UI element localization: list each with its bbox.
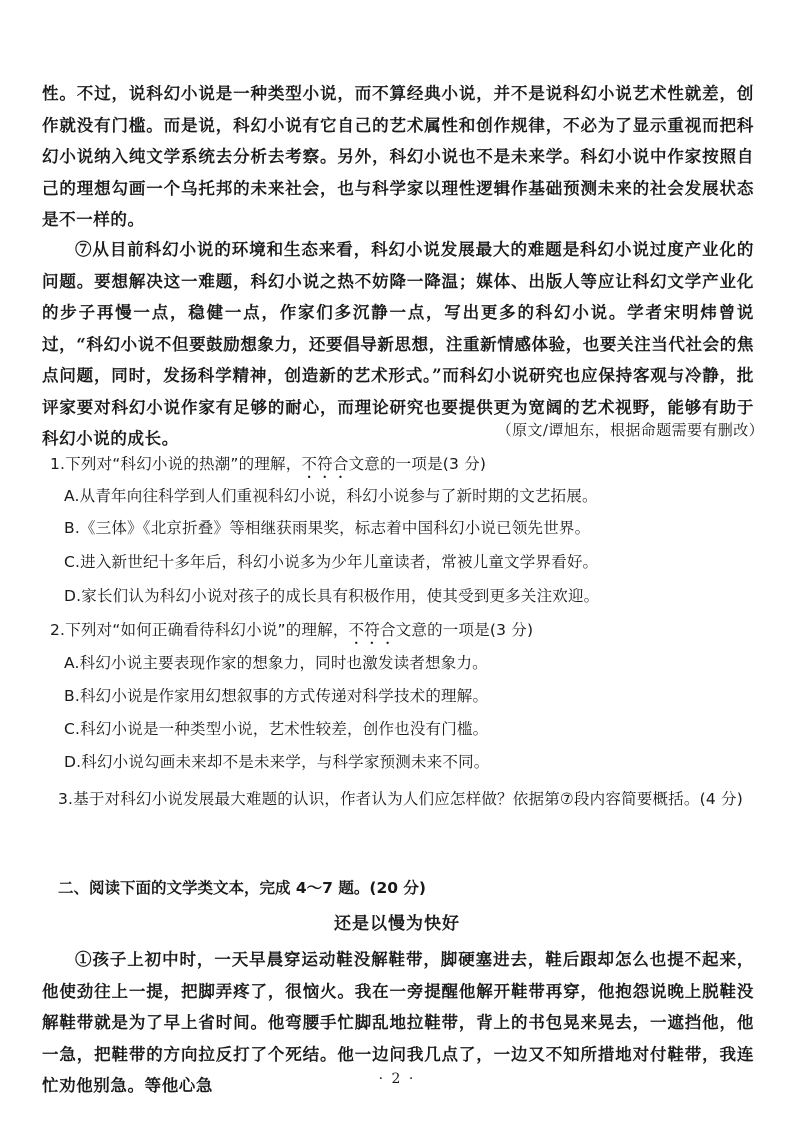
source-citation: （原文/谭旭东，根据命题需要有删改）	[496, 421, 764, 439]
question-1-stem-before: 1.下列对“科幻小说的热潮”的理解，	[50, 455, 302, 473]
question-2-option-a: A.科幻小说主要表现作家的想象力，同时也激发读者想象力。	[64, 654, 488, 672]
question-2-stem	[50, 618, 750, 648]
question-1-option-c: C.进入新世纪十多年后，科幻小说多为少年儿童读者，常被儿童文学界看好。	[64, 553, 599, 571]
paragraph-continued: 性。不过，说科幻小说是一种类型小说，而不算经典小说，并不是说科幻小说艺术性就差，创作就没有门槛。而是说，科幻小说有它自己的艺术属性和创作规律，不必为了显示重视而把科幻小说纳入纯文学系统去分析去考察。另外，科幻小说也不是未来学。科幻小说中作家按照自己的理想勾画一个乌托邦的未来社会，也与科学家以理性逻辑作基础预测未来的社会发展状态是不一样的。	[42, 84, 754, 229]
question-1-option-a: A.从青年向往科学到人们重视科幻小说，科幻小说参与了新时期的文艺拓展。	[64, 487, 598, 505]
question-2-stem-after: 文意的一项是(3 分)	[395, 621, 534, 639]
story-title: 还是以慢为快好	[334, 914, 460, 934]
section-2-heading: 二、阅读下面的文学类文本，完成 4～7 题。(20 分)	[58, 879, 426, 897]
question-2-stem-before: 2.下列对“如何正确看待科幻小说”的理解，	[50, 621, 349, 639]
question-2-option-d: D.科幻小说勾画未来却不是未来学，与科学家预测未来不同。	[64, 753, 490, 771]
question-1-stem	[50, 452, 750, 482]
question-2-option-b: B.科幻小说是作家用幻想叙事的方式传递对科学技术的理解。	[64, 687, 489, 705]
question-1-emphasis: 不符合	[301, 455, 349, 473]
question-1-option-b: B.《三体》《北京折叠》等相继获雨果奖，标志着中国科幻小说已领先世界。	[64, 519, 591, 537]
page-number: · 2 ·	[378, 1071, 416, 1087]
question-2-emphasis: 不符合	[348, 621, 396, 639]
question-3: 3.基于对科幻小说发展最大难题的认识，作者认为人们应怎样做？依据第⑦段内容简要概括。(4 分)	[58, 790, 743, 808]
question-2-option-c: C.科幻小说是一种类型小说，艺术性较差，创作也没有门槛。	[64, 720, 489, 738]
question-1-stem-after: 文意的一项是(3 分)	[348, 455, 487, 473]
paragraph-7: ⑦从目前科幻小说的环境和生态来看，科幻小说发展最大的难题是科幻小说过度产业化的问题。要想解决这一难题，科幻小说之热不妨降一降温；媒体、出版人等应让科幻文学产业化的步子再慢一点，稳健一点，作家们多沉静一点，写出更多的科幻小说。学者宋明炜曾说过，“科幻小说不但要鼓励想象力，还要倡导新思想，注重新情感体验，也要关注当代社会的焦点问题，同时，发扬科学精神，创造新的艺术形式。”而科幻小说研究也应保持客观与冷静，批评家要对科幻小说作家有足够的耐心，而理论研究也要提供更为宽阔的艺术视野，能够有助于科幻小说的成长。	[42, 240, 754, 448]
question-1-option-d: D.家长们认为科幻小说对孩子的成长具有积极作用，使其受到更多关注欢迎。	[64, 587, 600, 605]
story-paragraph-1: ①孩子上初中时，一天早晨穿运动鞋没解鞋带，脚硬塞进去，鞋后跟却怎么也提不起来，他使劲往上一提，把脚弄疼了，很恼火。我在一旁提醒他解开鞋带再穿，他抱怨说晚上脱鞋没解鞋带就是为了早上省时间。他弯腰手忙脚乱地拉鞋带，背上的书包晃来晃去，一遮挡他，他一急，把鞋带的方向拉反打了个死结。他一边问我几点了，一边又不知所措地对付鞋带，我连忙劝他别急。等他心急	[42, 950, 754, 1095]
